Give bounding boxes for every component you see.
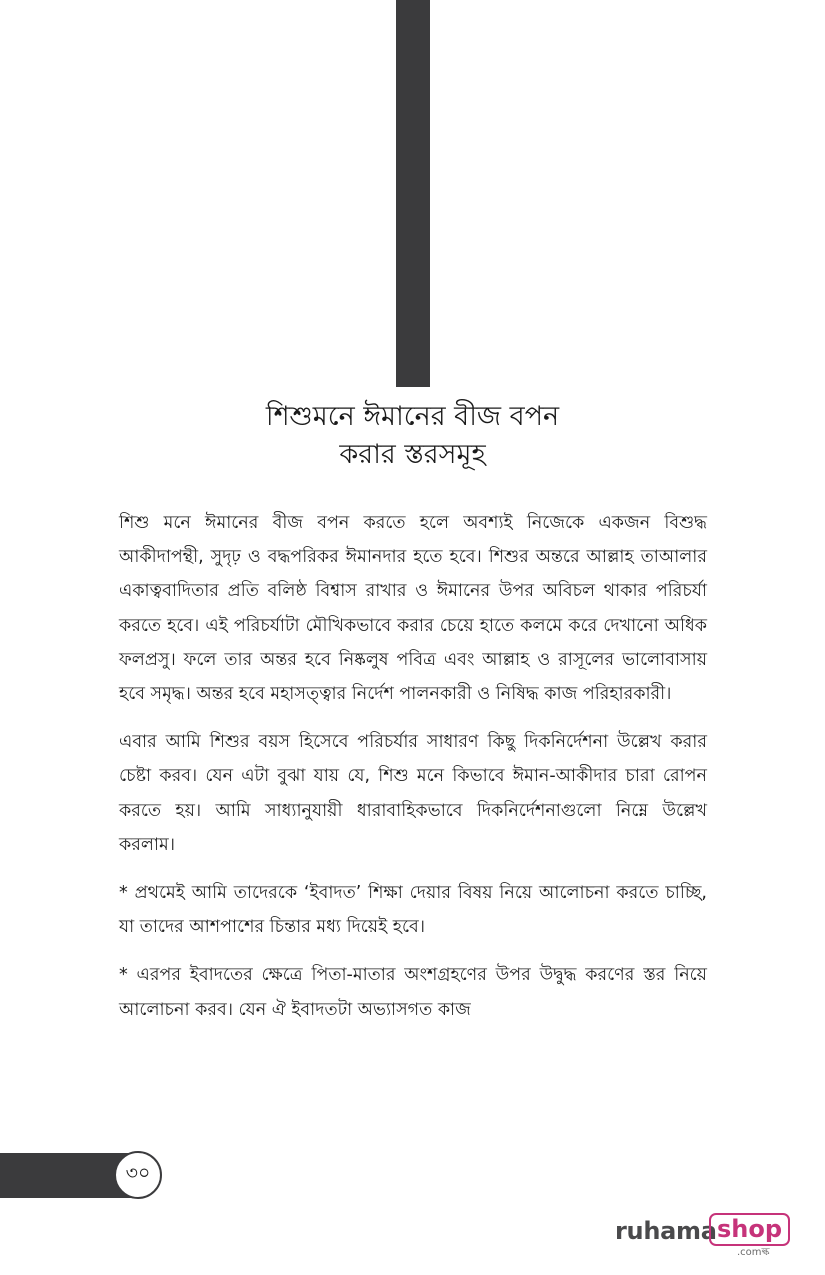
paragraph: * প্রথমেই আমি তাদেরকে ‘ইবাদত’ শিক্ষা দেয়ার বিষয় নিয়ে আলোচনা করতে চাচ্ছি, যা তাদের আশপাশের চিন্তার মধ্য দিয়েই হবে। [119, 883, 707, 938]
chapter-title [150, 398, 675, 474]
paragraph: এবার আমি শিশুর বয়স হিসেবে পরিচর্যার সাধারণ কিছু দিকনির্দেশনা উল্লেখ করার চেষ্টা করব। যেন এটা বুঝা যায় যে, শিশু মনে কিভাবে ঈমান-আকীদার চারা রোপন করতে হয়। আমি সাধ্যানুযায়ী ধারাবাহিকভাবে দিকনির্দেশনাগুলো নিম্নে উল্লেখ করলাম। [119, 732, 707, 855]
logo-ruhama-text: ruhama [615, 1217, 717, 1245]
ruhamashop-logo [615, 1212, 785, 1256]
chapter-title-line-1: শিশুমনে ঈমানের বীজ বপন [265, 401, 560, 432]
paragraph: শিশু মনে ঈমানের বীজ বপন করতে হলে অবশ্যই নিজেকে একজন বিশুদ্ধ আকীদাপন্থী, সুদৃঢ় ও বদ্ধপরিকর ঈমানদার হতে হবে। শিশুর অন্তরে আল্লাহ তাআলার একাত্ববাদিতার প্রতি বলিষ্ঠ বিশ্বাস রাখার ও ঈমানের উপর অবিচল থাকার পরিচর্যা করতে হবে। এই পরিচর্যাটা মৌখিকভাবে করার চেয়ে হাতে কলমে করে দেখানো অধিক ফলপ্রসু। ফলে তার অন্তর হবে নিষ্কলুষ পবিত্র এবং আল্লাহ ও রাসূলের ভালোবাসায় হবে সমৃদ্ধ। অন্তর হবে মহাসত্ত্বার নির্দেশ পালনকারী ও নিষিদ্ধ কাজ পরিহারকারী। [119, 513, 707, 705]
logo-shop-text: shop [709, 1213, 790, 1246]
decorative-top-bar [396, 0, 430, 387]
logo-com-text: .comল্ক [737, 1247, 770, 1258]
body-text [119, 506, 707, 1041]
page-number: ৩০ [114, 1151, 162, 1199]
paragraph: * এরপর ইবাদতের ক্ষেত্রে পিতা-মাতার অংশগ্রহণের উপর উদ্বুদ্ধ করণের স্তর নিয়ে আলোচনা করব। যেন ঐ ইবাদতটা অভ্যাসগত কাজ [119, 965, 707, 1020]
chapter-title-line-2: করার স্তরসমূহ [339, 439, 486, 470]
